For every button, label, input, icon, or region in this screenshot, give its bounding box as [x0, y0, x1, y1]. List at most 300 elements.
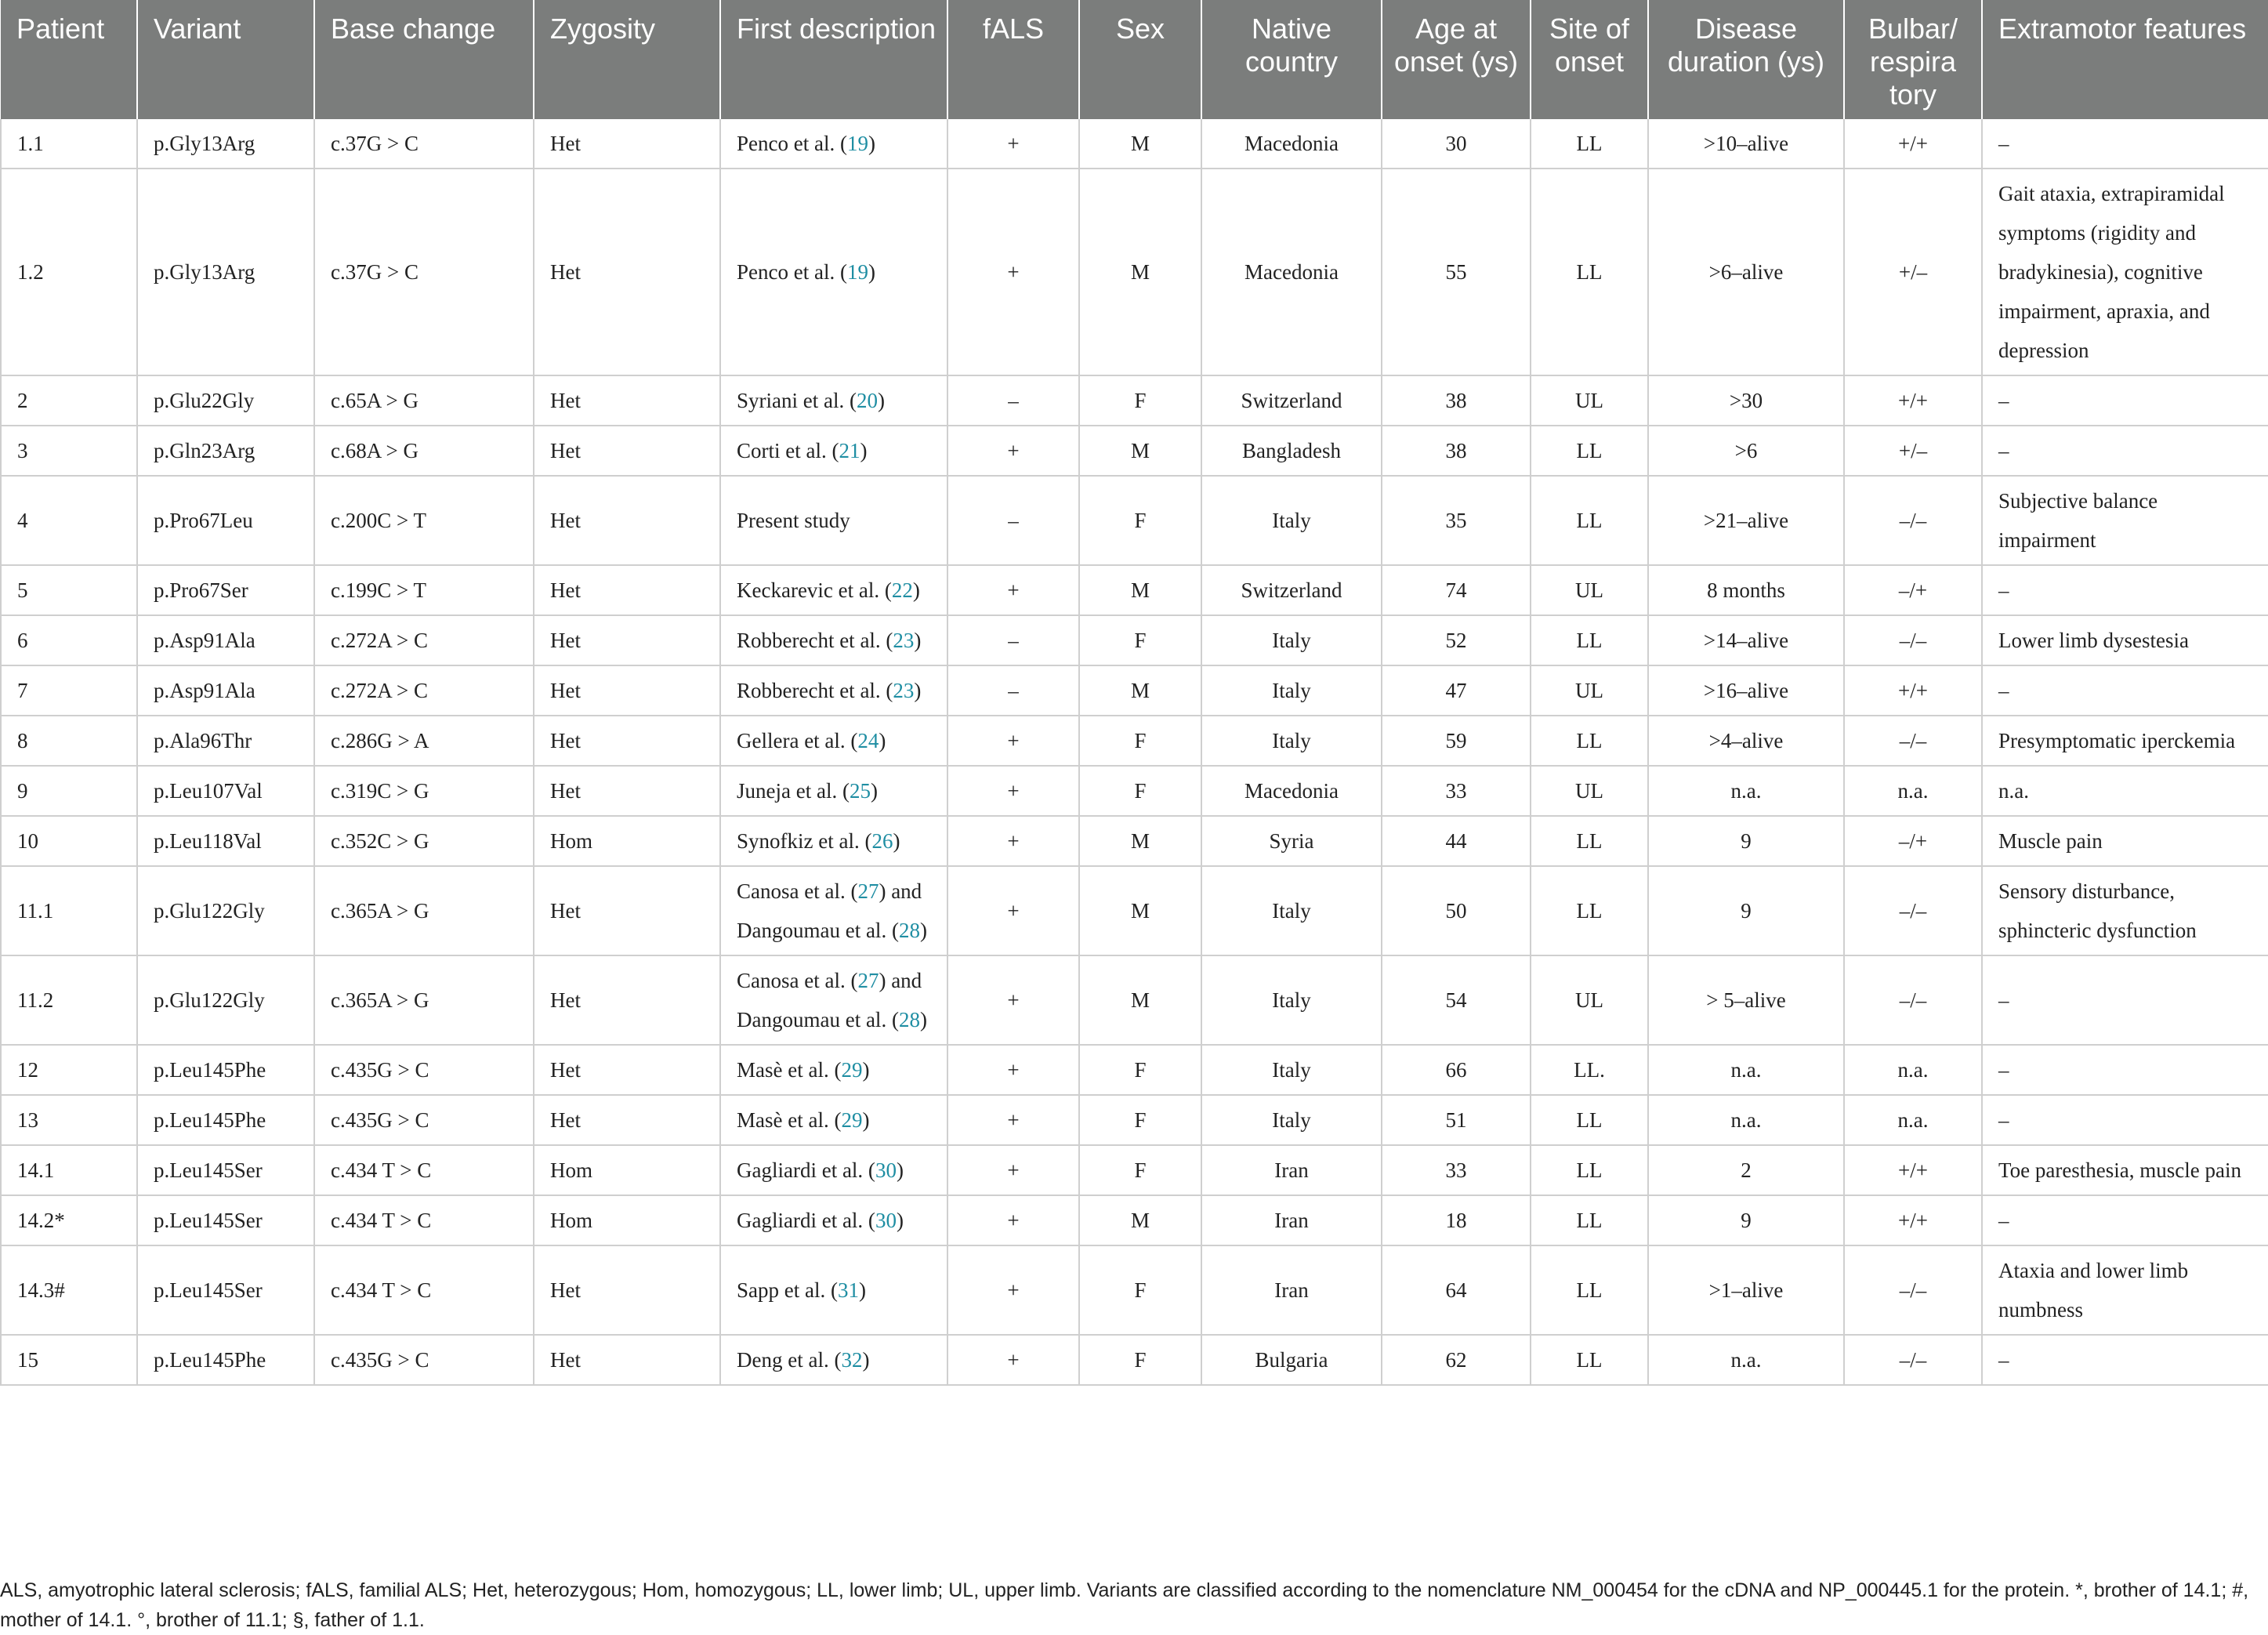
cell-first-description — [720, 1045, 947, 1095]
cell-native-country: Switzerland — [1201, 565, 1382, 615]
cell-site-of-onset: UL — [1531, 955, 1648, 1045]
reference-link[interactable]: 23 — [893, 629, 915, 652]
cell-sex: M — [1079, 119, 1201, 169]
cell-disease-duration: >14–alive — [1648, 615, 1844, 665]
description-text: Syriani et al. ( — [737, 389, 857, 412]
cell-bulbar-respiratory: +/+ — [1844, 1195, 1982, 1245]
description-text: ) — [912, 578, 920, 602]
cell-first-description — [720, 1095, 947, 1145]
cell-zygosity: Hom — [534, 816, 720, 866]
description-text: ) — [919, 919, 927, 942]
header-patient: Patient — [1, 0, 137, 119]
cell-first-description — [720, 665, 947, 716]
cell-age-at-onset: 30 — [1382, 119, 1531, 169]
cell-disease-duration: n.a. — [1648, 1045, 1844, 1095]
header-extramotor-features: Extramotor features — [1982, 0, 2268, 119]
cell-zygosity: Het — [534, 955, 720, 1045]
table-row — [1, 615, 2268, 665]
cell-fals: – — [947, 615, 1079, 665]
cell-native-country: Italy — [1201, 615, 1382, 665]
reference-link[interactable]: 30 — [875, 1158, 897, 1182]
cell-fals: + — [947, 1195, 1079, 1245]
cell-native-country: Iran — [1201, 1195, 1382, 1245]
cell-first-description — [720, 119, 947, 169]
cell-site-of-onset: LL — [1531, 615, 1648, 665]
header-variant: Variant — [137, 0, 314, 119]
cell-bulbar-respiratory: –/– — [1844, 615, 1982, 665]
cell-site-of-onset: LL — [1531, 119, 1648, 169]
cell-base-change: c.68A > G — [314, 426, 534, 476]
cell-variant: p.Gly13Arg — [137, 119, 314, 169]
reference-link[interactable]: 28 — [898, 1008, 920, 1031]
cell-bulbar-respiratory: –/– — [1844, 476, 1982, 565]
cell-base-change: c.365A > G — [314, 955, 534, 1045]
cell-patient: 8 — [1, 716, 137, 766]
cell-sex: M — [1079, 955, 1201, 1045]
cell-site-of-onset: LL — [1531, 1095, 1648, 1145]
cell-base-change: c.435G > C — [314, 1095, 534, 1145]
cell-native-country: Italy — [1201, 1045, 1382, 1095]
cell-disease-duration: 2 — [1648, 1145, 1844, 1195]
cell-native-country: Iran — [1201, 1145, 1382, 1195]
table-row — [1, 169, 2268, 375]
cell-variant: p.Leu145Phe — [137, 1045, 314, 1095]
description-text: ) — [868, 132, 875, 155]
cell-sex: F — [1079, 1245, 1201, 1335]
cell-patient: 14.2* — [1, 1195, 137, 1245]
description-text: Gagliardi et al. ( — [737, 1209, 875, 1232]
cell-variant: p.Glu22Gly — [137, 375, 314, 426]
cell-base-change: c.37G > C — [314, 119, 534, 169]
cell-variant: p.Leu145Phe — [137, 1335, 314, 1385]
cell-native-country: Macedonia — [1201, 169, 1382, 375]
cell-extramotor-features: – — [1982, 955, 2268, 1045]
description-text: Juneja et al. ( — [737, 779, 850, 803]
cell-disease-duration: >4–alive — [1648, 716, 1844, 766]
cell-variant: p.Leu107Val — [137, 766, 314, 816]
cell-native-country: Italy — [1201, 716, 1382, 766]
cell-extramotor-features: – — [1982, 375, 2268, 426]
cell-first-description — [720, 766, 947, 816]
cell-zygosity: Het — [534, 665, 720, 716]
description-text: Deng et al. ( — [737, 1348, 842, 1372]
cell-first-description — [720, 565, 947, 615]
cell-fals: – — [947, 375, 1079, 426]
table-row — [1, 665, 2268, 716]
cell-variant: p.Ala96Thr — [137, 716, 314, 766]
cell-zygosity: Het — [534, 615, 720, 665]
table-row — [1, 955, 2268, 1045]
cell-sex: F — [1079, 615, 1201, 665]
cell-native-country: Macedonia — [1201, 766, 1382, 816]
description-text: ) — [896, 1158, 904, 1182]
table-row — [1, 1335, 2268, 1385]
cell-base-change: c.65A > G — [314, 375, 534, 426]
cell-sex: F — [1079, 375, 1201, 426]
cell-zygosity: Het — [534, 375, 720, 426]
cell-bulbar-respiratory: n.a. — [1844, 766, 1982, 816]
cell-bulbar-respiratory: +/+ — [1844, 665, 1982, 716]
cell-base-change: c.434 T > C — [314, 1195, 534, 1245]
cell-disease-duration: >10–alive — [1648, 119, 1844, 169]
cell-first-description — [720, 955, 947, 1045]
description-text: Penco et al. ( — [737, 260, 847, 284]
cell-fals: + — [947, 955, 1079, 1045]
cell-disease-duration: 8 months — [1648, 565, 1844, 615]
cell-disease-duration: >6–alive — [1648, 169, 1844, 375]
cell-extramotor-features: Toe paresthesia, muscle pain — [1982, 1145, 2268, 1195]
cell-extramotor-features: – — [1982, 1045, 2268, 1095]
cell-first-description — [720, 866, 947, 955]
cell-patient: 11.1 — [1, 866, 137, 955]
cell-site-of-onset: LL — [1531, 1245, 1648, 1335]
cell-fals: + — [947, 426, 1079, 476]
description-text: ) — [862, 1348, 870, 1372]
cell-age-at-onset: 62 — [1382, 1335, 1531, 1385]
cell-extramotor-features: – — [1982, 665, 2268, 716]
cell-site-of-onset: LL — [1531, 169, 1648, 375]
cell-zygosity: Het — [534, 169, 720, 375]
cell-site-of-onset: LL — [1531, 1195, 1648, 1245]
cell-base-change: c.435G > C — [314, 1335, 534, 1385]
table-row — [1, 716, 2268, 766]
cell-zygosity: Hom — [534, 1145, 720, 1195]
description-text: Sapp et al. ( — [737, 1278, 838, 1302]
description-text: ) — [858, 1278, 866, 1302]
table-row — [1, 426, 2268, 476]
cell-native-country: Italy — [1201, 866, 1382, 955]
cell-bulbar-respiratory: +/+ — [1844, 1145, 1982, 1195]
cell-extramotor-features: – — [1982, 119, 2268, 169]
description-text: Masè et al. ( — [737, 1108, 842, 1132]
table-row — [1, 866, 2268, 955]
description-text: ) — [919, 1008, 927, 1031]
cell-variant: p.Pro67Leu — [137, 476, 314, 565]
description-text: Present study — [737, 509, 850, 532]
cell-site-of-onset: LL — [1531, 1145, 1648, 1195]
cell-zygosity: Het — [534, 1095, 720, 1145]
cell-disease-duration: >30 — [1648, 375, 1844, 426]
cell-age-at-onset: 44 — [1382, 816, 1531, 866]
cell-site-of-onset: LL — [1531, 716, 1648, 766]
cell-extramotor-features: Ataxia and lower limb numbness — [1982, 1245, 2268, 1335]
cell-disease-duration: n.a. — [1648, 1335, 1844, 1385]
cell-zygosity: Het — [534, 1335, 720, 1385]
cell-patient: 12 — [1, 1045, 137, 1095]
cell-bulbar-respiratory: –/– — [1844, 866, 1982, 955]
cell-fals: + — [947, 1245, 1079, 1335]
cell-sex: M — [1079, 169, 1201, 375]
description-text: Keckarevic et al. ( — [737, 578, 892, 602]
description-text: ) — [914, 679, 922, 702]
cell-sex: M — [1079, 565, 1201, 615]
cell-age-at-onset: 50 — [1382, 866, 1531, 955]
cell-disease-duration: >6 — [1648, 426, 1844, 476]
table-row — [1, 119, 2268, 169]
table-row — [1, 1045, 2268, 1095]
cell-variant: p.Leu118Val — [137, 816, 314, 866]
reference-link[interactable]: 23 — [893, 679, 915, 702]
cell-sex: F — [1079, 1095, 1201, 1145]
cell-patient: 6 — [1, 615, 137, 665]
cell-variant: p.Leu145Ser — [137, 1195, 314, 1245]
cell-fals: + — [947, 766, 1079, 816]
cell-extramotor-features: – — [1982, 1095, 2268, 1145]
description-text: ) — [914, 629, 922, 652]
cell-sex: M — [1079, 816, 1201, 866]
description-text: ) — [879, 879, 886, 903]
reference-link[interactable]: 24 — [857, 729, 879, 752]
cell-variant: p.Leu145Ser — [137, 1145, 314, 1195]
table-row — [1, 1195, 2268, 1245]
cell-variant: p.Leu145Ser — [137, 1245, 314, 1335]
cell-bulbar-respiratory: +/+ — [1844, 375, 1982, 426]
cell-first-description — [720, 476, 947, 565]
header-sex: Sex — [1079, 0, 1201, 119]
description-text: Synofkiz et al. ( — [737, 829, 872, 853]
cell-extramotor-features: Presymptomatic iperckemia — [1982, 716, 2268, 766]
cell-zygosity: Het — [534, 565, 720, 615]
cell-extramotor-features: – — [1982, 426, 2268, 476]
reference-link[interactable]: 25 — [849, 779, 871, 803]
cell-site-of-onset: LL — [1531, 476, 1648, 565]
description-text: Gellera et al. ( — [737, 729, 858, 752]
table-row — [1, 375, 2268, 426]
cell-native-country: Italy — [1201, 476, 1382, 565]
cell-bulbar-respiratory: +/– — [1844, 426, 1982, 476]
cell-age-at-onset: 59 — [1382, 716, 1531, 766]
reference-link[interactable]: 21 — [839, 439, 860, 462]
cell-bulbar-respiratory: –/– — [1844, 1335, 1982, 1385]
cell-age-at-onset: 74 — [1382, 565, 1531, 615]
cell-patient: 15 — [1, 1335, 137, 1385]
description-text: ) — [893, 829, 900, 853]
cell-disease-duration: 9 — [1648, 1195, 1844, 1245]
header-first-description: First description — [720, 0, 947, 119]
cell-patient: 1.1 — [1, 119, 137, 169]
reference-link[interactable]: 27 — [857, 969, 879, 992]
cell-bulbar-respiratory: –/– — [1844, 955, 1982, 1045]
cell-age-at-onset: 64 — [1382, 1245, 1531, 1335]
description-text: Robberecht et al. ( — [737, 629, 893, 652]
cell-sex: M — [1079, 426, 1201, 476]
cell-zygosity: Het — [534, 426, 720, 476]
cell-base-change: c.434 T > C — [314, 1145, 534, 1195]
cell-variant: p.Gly13Arg — [137, 169, 314, 375]
cell-zygosity: Het — [534, 1045, 720, 1095]
cell-age-at-onset: 51 — [1382, 1095, 1531, 1145]
cell-age-at-onset: 38 — [1382, 375, 1531, 426]
cell-sex: F — [1079, 766, 1201, 816]
cell-bulbar-respiratory: –/+ — [1844, 816, 1982, 866]
cell-sex: M — [1079, 866, 1201, 955]
cell-native-country: Iran — [1201, 1245, 1382, 1335]
cell-zygosity: Het — [534, 119, 720, 169]
cell-first-description — [720, 615, 947, 665]
reference-link[interactable]: 20 — [856, 389, 878, 412]
cell-first-description — [720, 1245, 947, 1335]
cell-base-change: c.286G > A — [314, 716, 534, 766]
cell-base-change: c.434 T > C — [314, 1245, 534, 1335]
table-row — [1, 1145, 2268, 1195]
cell-fals: + — [947, 1045, 1079, 1095]
reference-link[interactable]: 19 — [846, 260, 868, 284]
cell-disease-duration: n.a. — [1648, 766, 1844, 816]
reference-link[interactable]: 28 — [898, 919, 920, 942]
cell-patient: 2 — [1, 375, 137, 426]
cell-sex: M — [1079, 665, 1201, 716]
table-row — [1, 1245, 2268, 1335]
cell-base-change: c.200C > T — [314, 476, 534, 565]
cell-base-change: c.37G > C — [314, 169, 534, 375]
reference-link[interactable]: 27 — [857, 879, 879, 903]
cell-fals: + — [947, 816, 1079, 866]
cell-native-country: Switzerland — [1201, 375, 1382, 426]
reference-link[interactable]: 30 — [875, 1209, 897, 1232]
description-text: ) — [860, 439, 868, 462]
description-text: ) — [896, 1209, 904, 1232]
cell-first-description — [720, 1145, 947, 1195]
description-text: Masè et al. ( — [737, 1058, 842, 1082]
cell-fals: – — [947, 665, 1079, 716]
cell-patient: 11.2 — [1, 955, 137, 1045]
cell-base-change: c.435G > C — [314, 1045, 534, 1095]
cell-disease-duration: 9 — [1648, 866, 1844, 955]
header-age-at-onset: Age at onset (ys) — [1382, 0, 1531, 119]
reference-link[interactable]: 31 — [837, 1278, 859, 1302]
cell-zygosity: Het — [534, 866, 720, 955]
description-text: ) — [879, 729, 886, 752]
description-text: Canosa et al. ( — [737, 879, 858, 903]
cell-bulbar-respiratory: n.a. — [1844, 1095, 1982, 1145]
cell-sex: F — [1079, 1045, 1201, 1095]
reference-link[interactable]: 32 — [841, 1348, 863, 1372]
table-row — [1, 1095, 2268, 1145]
cell-age-at-onset: 54 — [1382, 955, 1531, 1045]
description-text: and Dangoumau et al. ( — [737, 969, 922, 1031]
cell-patient: 9 — [1, 766, 137, 816]
cell-extramotor-features: – — [1982, 1335, 2268, 1385]
cell-fals: + — [947, 716, 1079, 766]
cell-first-description — [720, 375, 947, 426]
cell-age-at-onset: 18 — [1382, 1195, 1531, 1245]
cell-base-change: c.272A > C — [314, 665, 534, 716]
cell-bulbar-respiratory: –/– — [1844, 1245, 1982, 1335]
cell-patient: 1.2 — [1, 169, 137, 375]
cell-base-change: c.272A > C — [314, 615, 534, 665]
description-text: Canosa et al. ( — [737, 969, 858, 992]
table-row — [1, 816, 2268, 866]
cell-extramotor-features: Lower limb dysestesia — [1982, 615, 2268, 665]
cell-fals: + — [947, 866, 1079, 955]
cell-disease-duration: > 5–alive — [1648, 955, 1844, 1045]
cell-zygosity: Het — [534, 716, 720, 766]
cell-patient: 10 — [1, 816, 137, 866]
cell-extramotor-features: Subjective balance impairment — [1982, 476, 2268, 565]
cell-disease-duration: n.a. — [1648, 1095, 1844, 1145]
cell-fals: + — [947, 1095, 1079, 1145]
description-text: ) — [868, 260, 875, 284]
header-zygosity: Zygosity — [534, 0, 720, 119]
table-row — [1, 766, 2268, 816]
reference-link[interactable]: 29 — [841, 1058, 863, 1082]
cell-patient: 14.3# — [1, 1245, 137, 1335]
description-text: Robberecht et al. ( — [737, 679, 893, 702]
description-text: ) — [870, 779, 878, 803]
cell-native-country: Macedonia — [1201, 119, 1382, 169]
cell-site-of-onset: UL — [1531, 665, 1648, 716]
header-base-change: Base change — [314, 0, 534, 119]
cell-fals: – — [947, 476, 1079, 565]
cell-sex: M — [1079, 1195, 1201, 1245]
cell-patient: 5 — [1, 565, 137, 615]
header-bulbar-respiratory: Bulbar/ respira tory — [1844, 0, 1982, 119]
reference-link[interactable]: 19 — [846, 132, 868, 155]
cell-age-at-onset: 52 — [1382, 615, 1531, 665]
cell-patient: 4 — [1, 476, 137, 565]
description-text: and Dangoumau et al. ( — [737, 879, 922, 942]
table-body — [1, 119, 2268, 1385]
cell-site-of-onset: LL — [1531, 426, 1648, 476]
cell-zygosity: Het — [534, 476, 720, 565]
table-footnote: ALS, amyotrophic lateral sclerosis; fALS, familial ALS; Het, heterozygous; Hom, homozygous; LL, lower limb; UL, upper limb. Variants are classified according to the nomenclature NM_000454 for the cDNA and NP_000445.1 for the protein. *, brother of 14.1; #, mother of 14.1. °, brother of 11.1; §, father of 1.1. — [0, 1579, 2249, 1631]
cell-first-description — [720, 426, 947, 476]
cell-site-of-onset: LL — [1531, 1335, 1648, 1385]
description-text: Corti et al. ( — [737, 439, 839, 462]
cell-disease-duration: >21–alive — [1648, 476, 1844, 565]
cell-first-description — [720, 169, 947, 375]
cell-native-country: Italy — [1201, 1095, 1382, 1145]
cell-fals: + — [947, 119, 1079, 169]
description-text: ) — [877, 389, 885, 412]
cell-patient: 13 — [1, 1095, 137, 1145]
cell-extramotor-features: Gait ataxia, extrapiramidal symptoms (rigidity and bradykinesia), cognitive impairment, apraxia, and depression — [1982, 169, 2268, 375]
cell-fals: + — [947, 169, 1079, 375]
cell-base-change: c.319C > G — [314, 766, 534, 816]
cell-age-at-onset: 66 — [1382, 1045, 1531, 1095]
cell-bulbar-respiratory: –/+ — [1844, 565, 1982, 615]
cell-zygosity: Het — [534, 1245, 720, 1335]
reference-link[interactable]: 22 — [891, 578, 913, 602]
cell-variant: p.Pro67Ser — [137, 565, 314, 615]
cell-fals: + — [947, 565, 1079, 615]
cell-site-of-onset: UL — [1531, 766, 1648, 816]
cell-patient: 7 — [1, 665, 137, 716]
cell-sex: F — [1079, 1335, 1201, 1385]
cell-native-country: Bangladesh — [1201, 426, 1382, 476]
cell-patient: 14.1 — [1, 1145, 137, 1195]
cell-age-at-onset: 35 — [1382, 476, 1531, 565]
reference-link[interactable]: 26 — [871, 829, 893, 853]
reference-link[interactable]: 29 — [841, 1108, 863, 1132]
cell-patient: 3 — [1, 426, 137, 476]
description-text: Gagliardi et al. ( — [737, 1158, 875, 1182]
header-native-country: Native country — [1201, 0, 1382, 119]
cell-variant: p.Asp91Ala — [137, 615, 314, 665]
cell-base-change: c.352C > G — [314, 816, 534, 866]
cell-base-change: c.199C > T — [314, 565, 534, 615]
cell-site-of-onset: UL — [1531, 375, 1648, 426]
cell-extramotor-features: – — [1982, 565, 2268, 615]
description-text: ) — [862, 1058, 870, 1082]
cell-variant: p.Asp91Ala — [137, 665, 314, 716]
header-site-of-onset: Site of onset — [1531, 0, 1648, 119]
cell-age-at-onset: 55 — [1382, 169, 1531, 375]
cell-site-of-onset: UL — [1531, 565, 1648, 615]
cell-site-of-onset: LL — [1531, 816, 1648, 866]
cell-disease-duration: >1–alive — [1648, 1245, 1844, 1335]
cell-variant: p.Glu122Gly — [137, 955, 314, 1045]
